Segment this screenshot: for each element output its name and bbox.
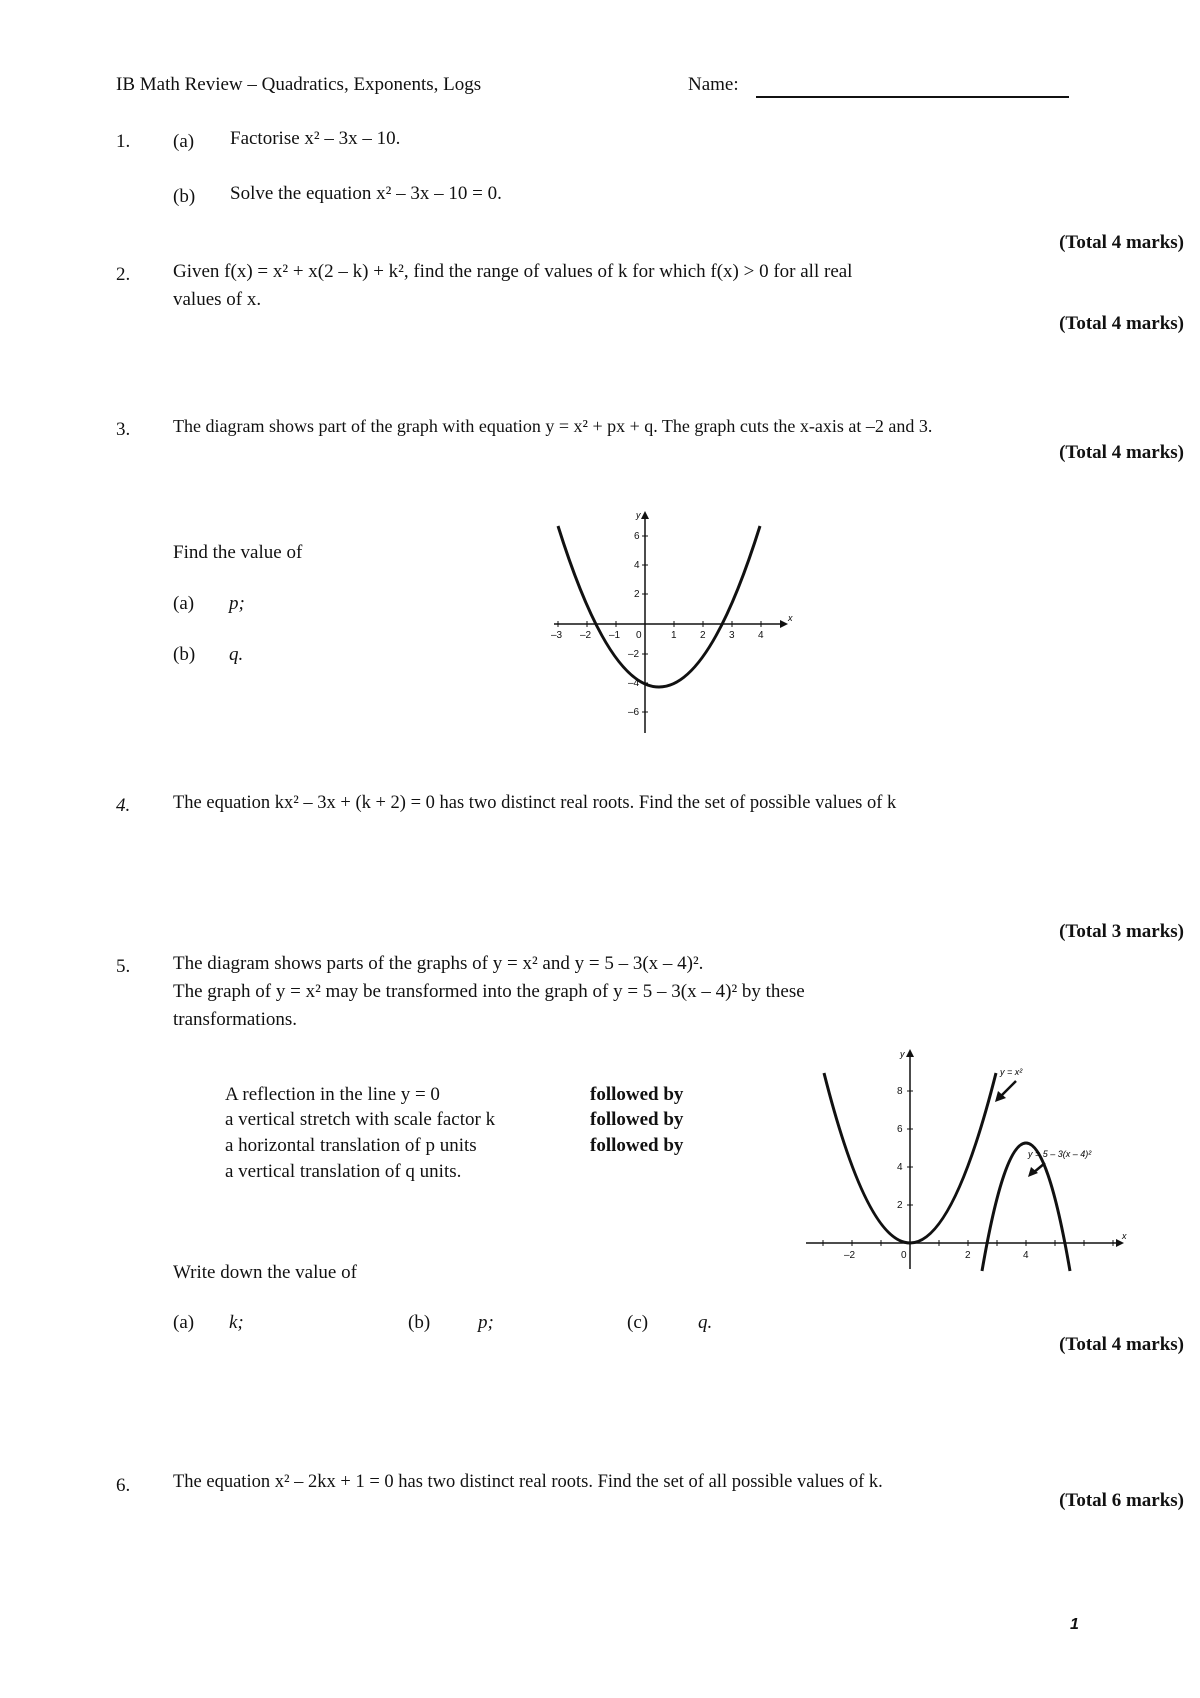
q5-c-text: q. [698, 1312, 713, 1333]
q6-marks: (Total 6 marks) [1059, 1490, 1184, 1511]
q5-step-3: a horizontal translation of p units [225, 1135, 477, 1156]
q5-step-3-connector: followed by [590, 1135, 684, 1156]
q3-x-tick-label: 2 [700, 630, 706, 641]
q3-parabola-curve [558, 526, 760, 687]
q1-a-label: (a) [173, 131, 195, 152]
q6-text: The equation x² – 2kx + 1 = 0 has two distinct real roots. Find the set of all possible values of k. [173, 1472, 883, 1492]
q5-x-axis-label: x [1122, 1231, 1127, 1241]
q3-x-tick-label: –1 [609, 630, 621, 641]
q5-step-4: a vertical translation of q units. [225, 1161, 462, 1182]
q5-b-text: p; [478, 1312, 494, 1333]
q3-x-tick-label: –2 [580, 630, 592, 641]
q3-x-tick-label: 0 [636, 630, 642, 641]
q5-y-axis-label: y [900, 1049, 905, 1059]
q5-number: 5. [116, 956, 131, 977]
q3-marks: (Total 4 marks) [1059, 442, 1184, 463]
q1-a-text: Factorise x² – 3x – 10. [230, 128, 401, 149]
q5-a-label: (a) [173, 1312, 195, 1333]
q2-number: 2. [116, 264, 131, 285]
q5-label-curve1: y = x² [1000, 1067, 1023, 1077]
q5-step-1-connector: followed by [590, 1084, 684, 1105]
q3-find: Find the value of [173, 542, 303, 563]
q3-x-tick-label: 3 [729, 630, 735, 641]
q5-y-tick-label: 2 [897, 1200, 903, 1211]
q5-step-2: a vertical stretch with scale factor k [225, 1109, 496, 1130]
q5-y-tick-label: 4 [897, 1162, 903, 1173]
q3-x-axis-label: x [788, 613, 793, 623]
q3-y-tick-label: 4 [634, 560, 640, 571]
q5-y-tick-label: 8 [897, 1086, 903, 1097]
q3-b-text: q. [229, 644, 244, 665]
q5-step-2-connector: followed by [590, 1109, 684, 1130]
q3-x-tick-label: 1 [671, 630, 677, 641]
q3-y-tick-label: –2 [628, 649, 640, 660]
q3-y-tick-label: –6 [628, 707, 640, 718]
q3-x-axis-arrow [780, 620, 788, 628]
q4-number: 4. [116, 795, 131, 816]
q4-text: The equation kx² – 3x + (k + 2) = 0 has two distinct real roots. Find the set of possible values of k [173, 793, 897, 813]
q5-x-tick-label: –2 [844, 1250, 856, 1261]
q5-x-tick-label: 2 [965, 1250, 971, 1261]
q3-a-label: (a) [173, 593, 195, 614]
name-line [756, 96, 1069, 98]
q3-x-tick-label: 4 [758, 630, 764, 641]
q3-y-axis-arrow [641, 511, 649, 519]
q5-arrow-curve1 [1000, 1081, 1016, 1097]
q5-a-text: k; [229, 1312, 244, 1333]
name-label: Name: [688, 74, 739, 95]
q5-write: Write down the value of [173, 1262, 357, 1283]
worksheet-title: IB Math Review – Quadratics, Exponents, Logs [116, 74, 482, 95]
q5-line3: transformations. [173, 1009, 298, 1030]
q5-transformation-graph [800, 1045, 1130, 1275]
q5-x-tick-label: 4 [1023, 1250, 1029, 1261]
q5-y-axis-arrow [906, 1049, 914, 1057]
q4-marks: (Total 3 marks) [1059, 921, 1184, 942]
q2-marks: (Total 4 marks) [1059, 313, 1184, 334]
q6-number: 6. [116, 1475, 131, 1496]
q5-line2: The graph of y = x² may be transformed into the graph of y = 5 – 3(x – 4)² by these [173, 981, 805, 1002]
q5-label-curve2: y = 5 – 3(x – 4)² [1028, 1149, 1092, 1159]
q3-a-text: p; [229, 593, 245, 614]
q1-number: 1. [116, 131, 131, 152]
q3-b-label: (b) [173, 644, 196, 665]
q1-marks: (Total 4 marks) [1059, 232, 1184, 253]
q5-c-label: (c) [627, 1312, 649, 1333]
q3-y-tick-label: –4 [628, 678, 640, 689]
q2-line1: Given f(x) = x² + x(2 – k) + k², find the range of values of k for which f(x) > 0 for all real [173, 261, 853, 282]
page-number: 1 [1070, 1616, 1079, 1633]
q2-line2: values of x. [173, 289, 262, 310]
q5-line1: The diagram shows parts of the graphs of y = x² and y = 5 – 3(x – 4)². [173, 953, 704, 974]
q5-step-1: A reflection in the line y = 0 [225, 1084, 440, 1105]
q1-b-label: (b) [173, 186, 196, 207]
q3-number: 3. [116, 419, 131, 440]
q1-b-text: Solve the equation x² – 3x – 10 = 0. [230, 183, 502, 204]
q3-y-axis-label: y [636, 510, 641, 520]
q3-y-tick-label: 6 [634, 531, 640, 542]
q3-parabola-graph [548, 508, 798, 738]
q5-marks: (Total 4 marks) [1059, 1334, 1184, 1355]
q3-y-tick-label: 2 [634, 589, 640, 600]
q3-text: The diagram shows part of the graph with equation y = x² + px + q. The graph cuts the x-axis at –2 and 3. [173, 416, 933, 436]
q5-x-tick-label: 0 [901, 1250, 907, 1261]
q5-b-label: (b) [408, 1312, 431, 1333]
q3-x-tick-label: –3 [551, 630, 563, 641]
q5-y-tick-label: 6 [897, 1124, 903, 1135]
